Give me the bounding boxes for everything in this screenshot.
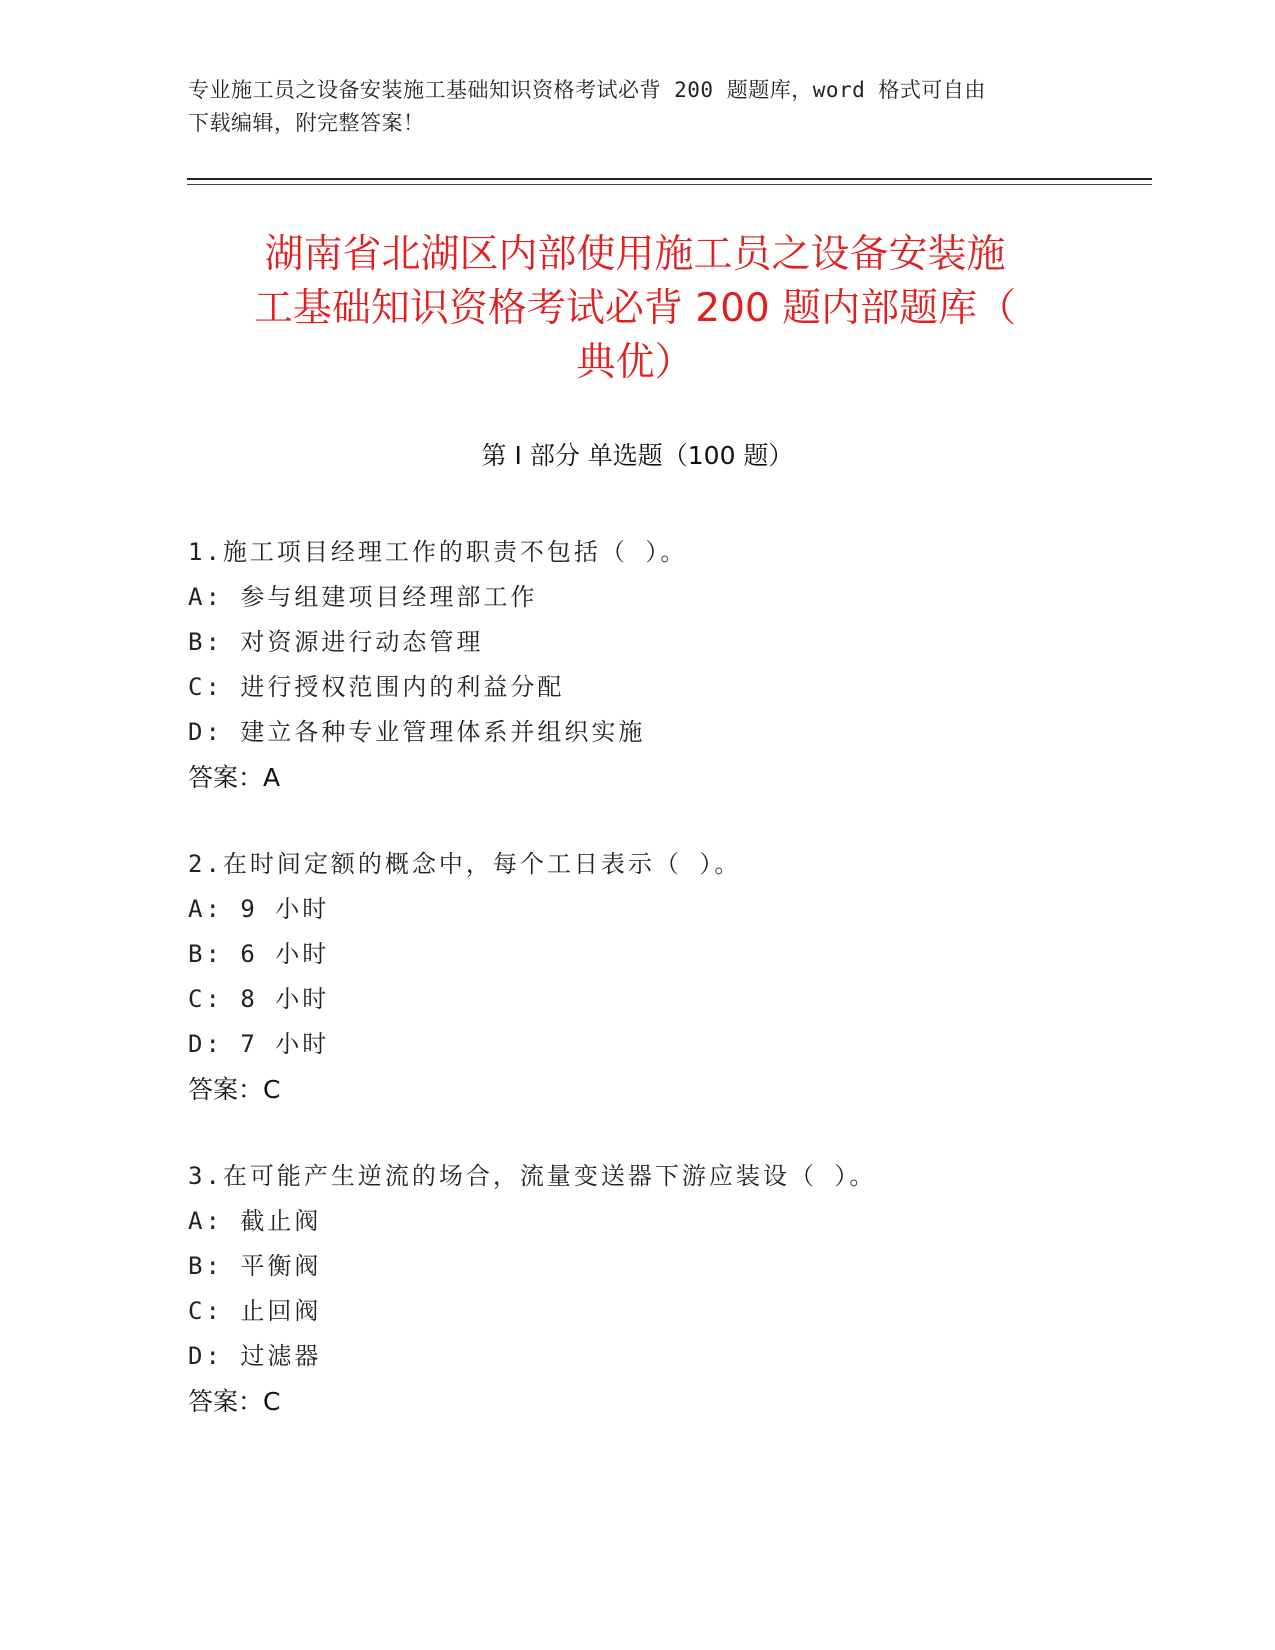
question-item — [188, 842, 1168, 1113]
option-c: C: 8 小时 — [188, 985, 330, 1013]
option-c: C: 止回阀 — [188, 1297, 322, 1325]
option-b: B: 6 小时 — [188, 940, 330, 968]
document-title-line-1: 湖南省北湖区内部使用施工员之设备安装施 — [264, 232, 1006, 277]
document-title — [185, 228, 1085, 390]
header-note-line-2: 下载编辑，附完整答案！ — [188, 111, 425, 135]
header-divider-thin — [187, 184, 1152, 185]
document-title-line-2: 工基础知识资格考试必背 200 题内部题库（ — [253, 286, 1017, 331]
question-list — [188, 530, 1168, 1466]
header-divider-thick — [187, 178, 1152, 180]
option-d: D: 过滤器 — [188, 1342, 322, 1370]
section-heading: 第 I 部分 单选题（100 题） — [481, 441, 794, 470]
header-note-line-1: 专业施工员之设备安装施工基础知识资格考试必背 200 题题库，word 格式可自由 — [188, 78, 986, 102]
document-title-line-3: 典优） — [576, 340, 694, 385]
option-d: D: 7 小时 — [188, 1030, 330, 1058]
answer-line: 答案：A — [188, 763, 281, 792]
question-stem: 1.施工项目经理工作的职责不包括（ ）。 — [188, 538, 688, 566]
question-stem: 2.在时间定额的概念中，每个工日表示（ ）。 — [188, 850, 742, 878]
option-b: B: 对资源进行动态管理 — [188, 628, 484, 656]
answer-line: 答案：C — [188, 1387, 281, 1416]
option-d: D: 建立各种专业管理体系并组织实施 — [188, 718, 646, 746]
header-note — [188, 74, 1068, 140]
option-b: B: 平衡阀 — [188, 1252, 322, 1280]
option-a: A: 9 小时 — [188, 895, 330, 923]
answer-line: 答案：C — [188, 1075, 281, 1104]
option-a: A: 参与组建项目经理部工作 — [188, 583, 538, 611]
option-a: A: 截止阀 — [188, 1207, 322, 1235]
question-item — [188, 1154, 1168, 1425]
question-stem: 3.在可能产生逆流的场合，流量变送器下游应装设（ ）。 — [188, 1162, 877, 1190]
question-item — [188, 530, 1168, 801]
option-c: C: 进行授权范围内的利益分配 — [188, 673, 565, 701]
